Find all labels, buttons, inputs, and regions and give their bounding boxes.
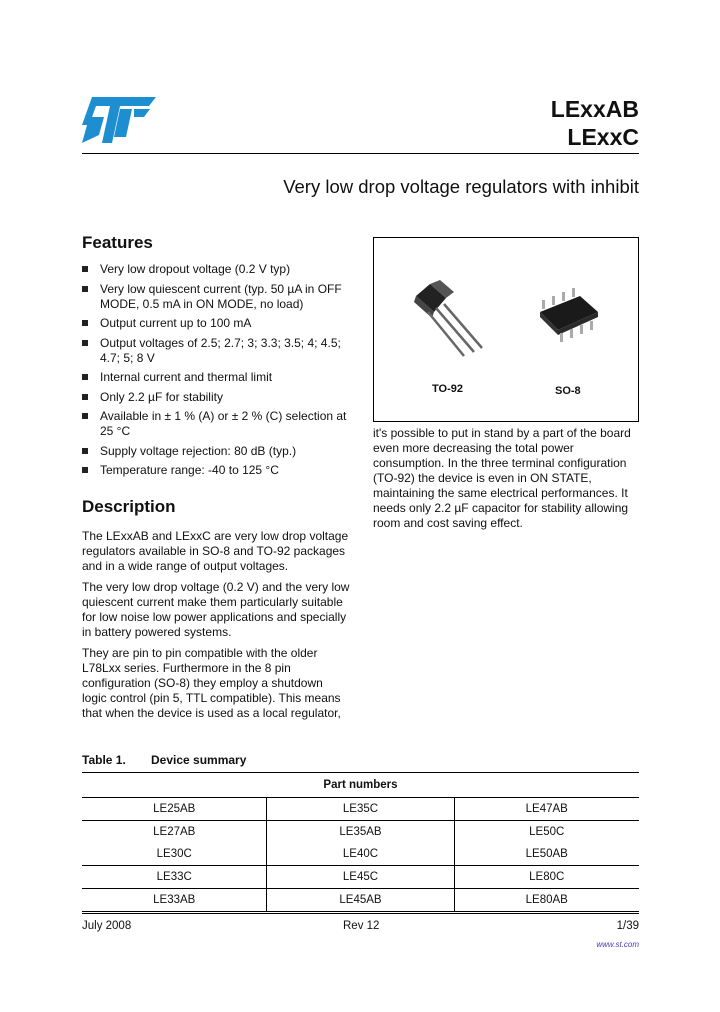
to92-package-image	[414, 280, 482, 356]
description-paragraph: The very low drop voltage (0.2 V) and the very low quiescent current make them particularly suitable for low noise low power applications and specially in battery powered systems.	[82, 580, 350, 639]
website-link[interactable]: www.st.com	[596, 940, 639, 949]
bullet-icon	[82, 340, 88, 346]
feature-item: Output voltages of 2.5; 2.7; 3; 3.3; 3.5; 4; 4.5; 4.7; 5; 8 V	[82, 336, 354, 366]
table-row	[82, 821, 639, 844]
description-section	[82, 497, 350, 727]
table-cell: LE25AB	[82, 798, 267, 821]
title-line-1: LExxAB	[550, 96, 639, 122]
table-row	[82, 843, 639, 866]
table-cell: LE47AB	[454, 798, 639, 821]
footer-revision: Rev 12	[343, 920, 380, 932]
so8-label: SO-8	[555, 385, 581, 397]
feature-item: Very low quiescent current (typ. 50 µA in OFF MODE, 0.5 mA in ON MODE, no load)	[82, 282, 354, 312]
description-paragraph: The LExxAB and LExxC are very low drop voltage regulators available in SO-8 and TO-92 packages and in a wide range of output voltages.	[82, 529, 349, 573]
features-list	[82, 262, 354, 478]
device-summary-table	[82, 772, 639, 912]
table-cell: LE50AB	[454, 843, 639, 866]
table-number: Table 1.	[82, 753, 126, 767]
package-figure	[373, 237, 639, 422]
table-cell: LE80C	[454, 866, 639, 889]
table-cell: LE35C	[267, 798, 454, 821]
description-heading: Description	[82, 497, 176, 516]
feature-item: Very low dropout voltage (0.2 V typ)	[82, 262, 354, 277]
features-heading: Features	[82, 233, 153, 252]
features-section	[82, 233, 354, 483]
bullet-icon	[82, 394, 88, 400]
table-row	[82, 798, 639, 821]
feature-item: Supply voltage rejection: 80 dB (typ.)	[82, 444, 354, 459]
feature-item: Only 2.2 µF for stability	[82, 390, 354, 405]
to92-label: TO-92	[432, 383, 463, 395]
title-line-2: LExxC	[567, 124, 639, 150]
table-row	[82, 889, 639, 912]
table-caption	[82, 753, 246, 767]
table-cell: LE50C	[454, 821, 639, 844]
table-cell: LE33C	[82, 866, 267, 889]
bullet-icon	[82, 467, 88, 473]
table-cell: LE35AB	[267, 821, 454, 844]
page-subtitle: Very low drop voltage regulators with inhibit	[283, 176, 639, 197]
package-drawing	[374, 238, 638, 421]
bullet-icon	[82, 286, 88, 292]
feature-item: Available in ± 1 % (A) or ± 2 % (C) selection at 25 °C	[82, 409, 354, 439]
table-cell: LE45C	[267, 866, 454, 889]
st-logo	[82, 97, 156, 143]
table-cell: LE30C	[82, 843, 267, 866]
bullet-icon	[82, 413, 88, 419]
table-cell: LE40C	[267, 843, 454, 866]
description-paragraph-continued: it's possible to put in stand by a part of the board even more decreasing the total power consumption. In the three terminal configuration (TO-92) the device is even in ON STATE, maintaining the same electrical performances. It needs only 2.2 µF capacitor for stability allowing room and cost saving effect.	[373, 426, 631, 530]
table-header: Part numbers	[82, 773, 639, 798]
bullet-icon	[82, 448, 88, 454]
table-cell: LE45AB	[267, 889, 454, 912]
header-divider	[82, 153, 639, 154]
bullet-icon	[82, 320, 88, 326]
table-row	[82, 866, 639, 889]
table-cell: LE27AB	[153, 826, 196, 838]
bullet-icon	[82, 266, 88, 272]
so8-package-image	[540, 288, 598, 342]
footer-divider	[82, 913, 639, 914]
description-continued	[373, 426, 639, 537]
table-cell: LE80AB	[454, 889, 639, 912]
footer-date: July 2008	[82, 920, 132, 932]
table-title: Device summary	[151, 753, 247, 767]
footer-page-number: 1/39	[616, 920, 639, 932]
feature-item: Temperature range: -40 to 125 °C	[82, 463, 354, 478]
feature-item: Output current up to 100 mA	[82, 316, 354, 331]
feature-item: Internal current and thermal limit	[82, 370, 354, 385]
bullet-icon	[82, 374, 88, 380]
table-cell: LE33AB	[82, 889, 267, 912]
description-paragraph: They are pin to pin compatible with the older L78Lxx series. Furthermore in the 8 pin configuration (SO-8) they employ a shutdown logic control (pin 5, TTL compatible). This means that when the device is used as a local regulator,	[82, 646, 341, 720]
